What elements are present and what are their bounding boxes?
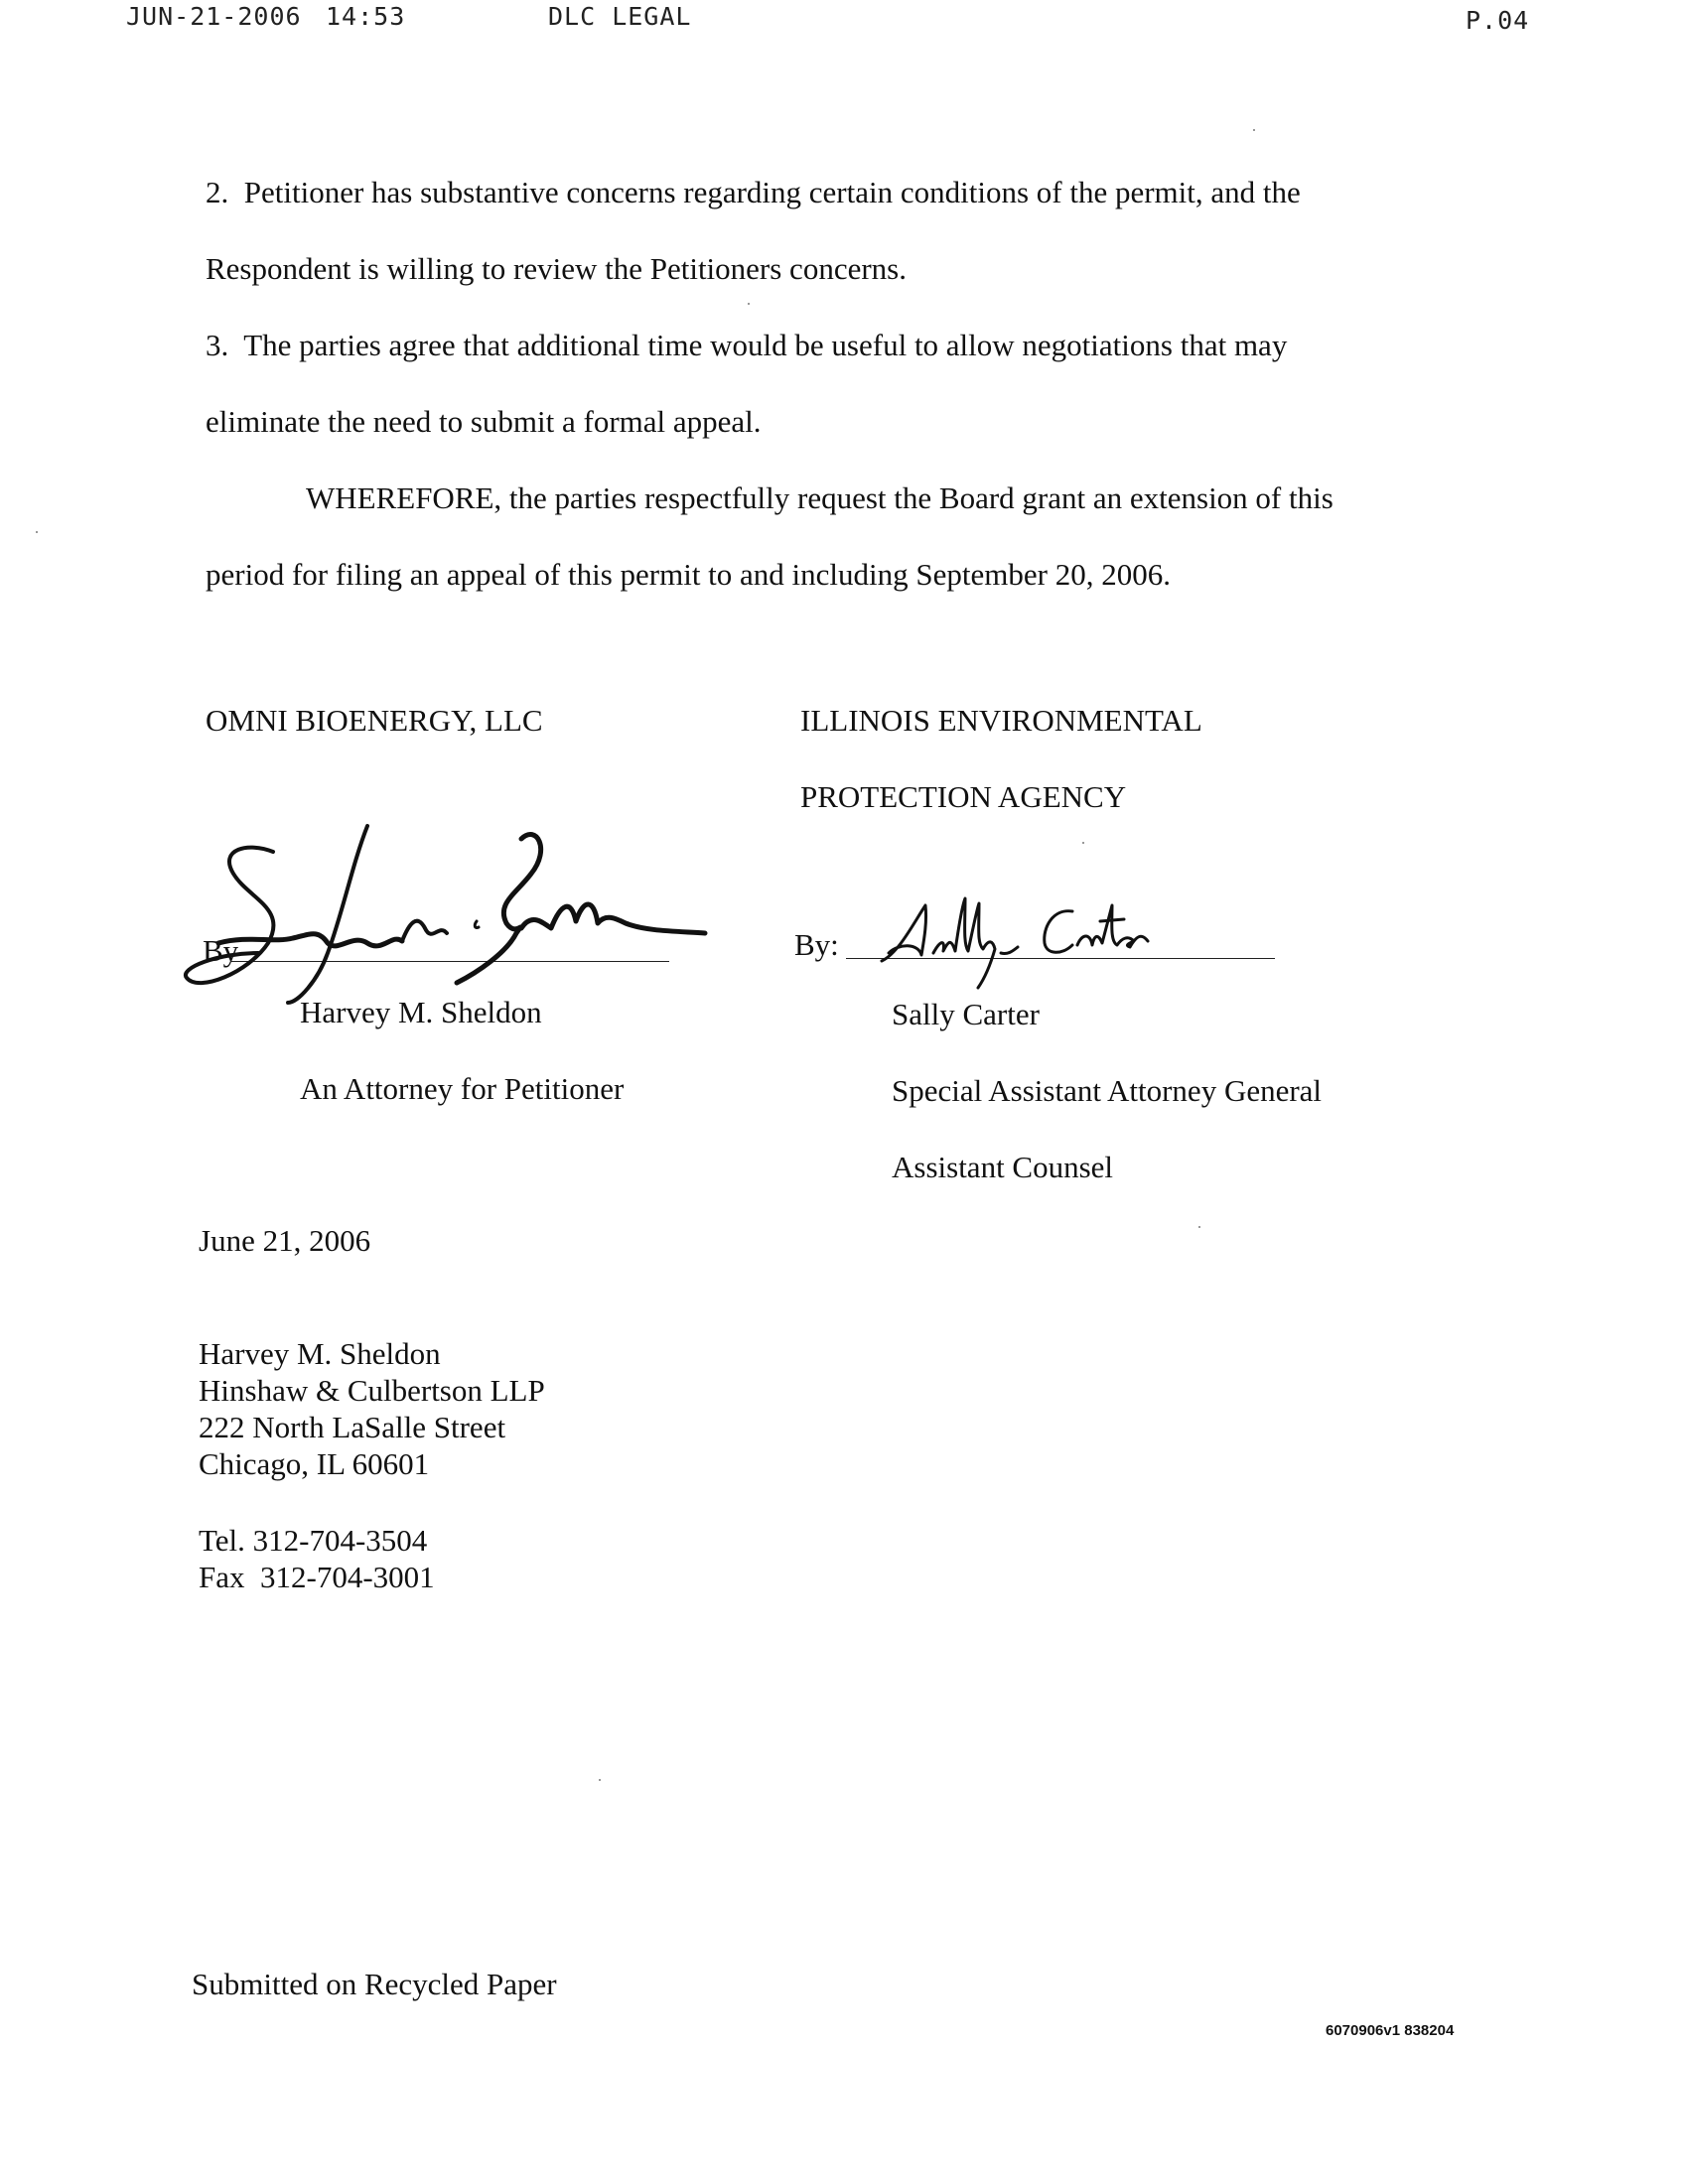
- document-id: 6070906v1 838204: [1326, 2022, 1455, 2039]
- fax-date: JUN-21-2006: [126, 2, 302, 31]
- scan-speck: [36, 531, 38, 533]
- fax-page-number: P.04: [1466, 6, 1530, 35]
- right-party-name-line-2: PROTECTION AGENCY: [800, 779, 1127, 814]
- scan-speck: [1082, 842, 1084, 844]
- right-party-name-line-1: ILLINOIS ENVIRONMENTAL: [800, 703, 1202, 738]
- right-signer-title-2: Assistant Counsel: [892, 1150, 1114, 1184]
- fax-time: 14:53: [326, 2, 406, 31]
- wherefore-line-2: period for filing an appeal of this permit to and including September 20, 2006.: [206, 557, 1171, 592]
- scan-speck: [748, 303, 750, 305]
- paragraph-2-line-2: Respondent is willing to review the Petitioners concerns.: [206, 251, 907, 286]
- contact-tel: Tel. 312-704-3504: [199, 1523, 428, 1558]
- left-signer-name: Harvey M. Sheldon: [300, 995, 542, 1029]
- document-date: June 21, 2006: [199, 1223, 371, 1258]
- scan-speck: [1198, 1226, 1200, 1228]
- right-signature: [874, 884, 1201, 993]
- paragraph-3-line-1: 3. The parties agree that additional time would be useful to allow negotiations that may: [206, 328, 1288, 362]
- scan-speck: [1253, 129, 1255, 131]
- contact-fax: Fax 312-704-3001: [199, 1560, 435, 1594]
- scan-speck: [599, 1779, 601, 1781]
- right-signer-title-1: Special Assistant Attorney General: [892, 1073, 1323, 1108]
- left-signer-title: An Attorney for Petitioner: [300, 1071, 625, 1106]
- left-signature: [179, 804, 715, 1023]
- left-by-label: By: [203, 933, 239, 968]
- right-by-label: By:: [794, 927, 839, 962]
- wherefore-line-1: WHEREFORE, the parties respectfully request the Board grant an extension of this: [306, 480, 1333, 515]
- contact-firm: Hinshaw & Culbertson LLP: [199, 1373, 545, 1408]
- contact-name: Harvey M. Sheldon: [199, 1336, 441, 1371]
- recycled-paper-note: Submitted on Recycled Paper: [192, 1967, 557, 2001]
- left-party-name: OMNI BIOENERGY, LLC: [206, 703, 543, 738]
- right-signer-name: Sally Carter: [892, 997, 1040, 1031]
- fax-sender: DLC LEGAL: [548, 2, 692, 31]
- paragraph-2-line-1: 2. Petitioner has substantive concerns regarding certain conditions of the permit, and the: [206, 175, 1301, 209]
- contact-city: Chicago, IL 60601: [199, 1446, 430, 1481]
- paragraph-3-line-2: eliminate the need to submit a formal appeal.: [206, 404, 762, 439]
- contact-street: 222 North LaSalle Street: [199, 1410, 506, 1444]
